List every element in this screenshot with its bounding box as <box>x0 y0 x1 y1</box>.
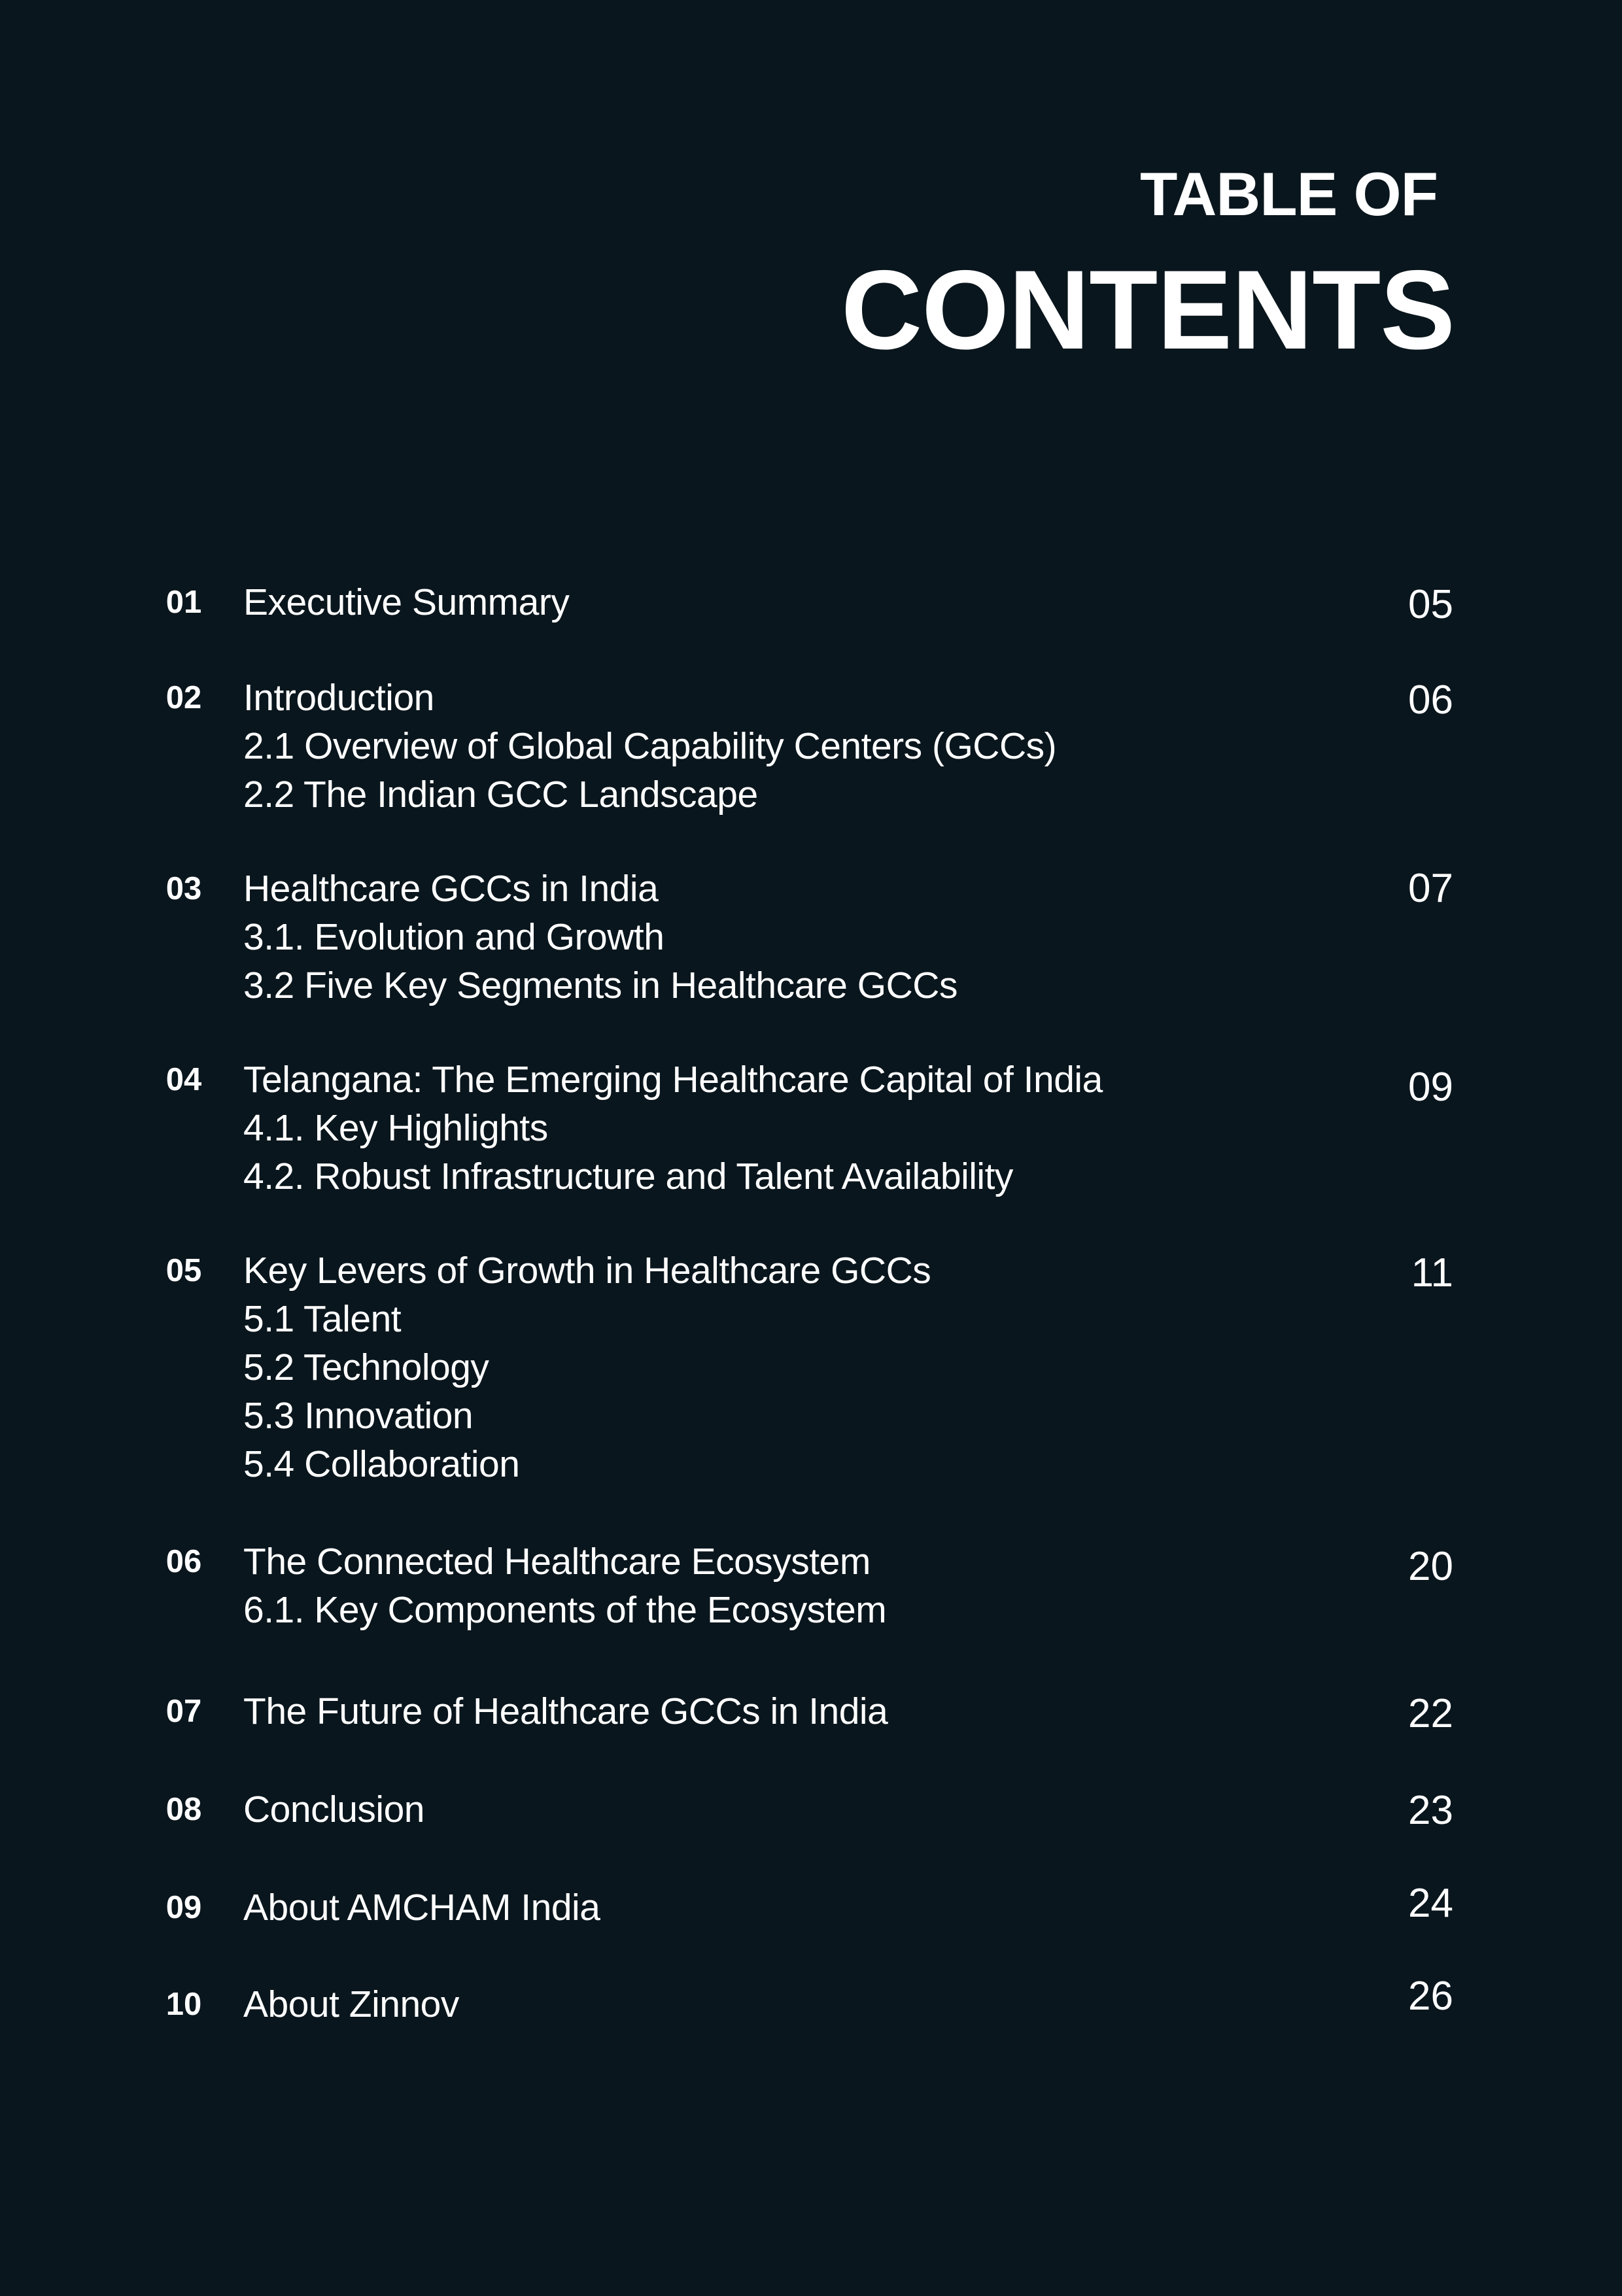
toc-subentry: 2.2 The Indian GCC Landscape <box>243 774 758 815</box>
toc-subentry: 5.1 Talent <box>243 1298 402 1340</box>
toc-entry-number: 08 <box>165 1792 202 1827</box>
toc-entry-page: 11 <box>1411 1250 1453 1295</box>
toc-entry-title: The Connected Healthcare Ecosystem <box>243 1541 871 1583</box>
toc-entry-number: 06 <box>165 1544 202 1579</box>
toc-entry-title: Telangana: The Emerging Healthcare Capital of India <box>243 1059 1103 1101</box>
toc-subentry: 5.4 Collaboration <box>243 1443 520 1485</box>
toc-entry-number: 10 <box>165 1987 202 2022</box>
toc-entry-number: 02 <box>165 680 202 715</box>
toc-subentry: 2.1 Overview of Global Capability Centers (GCCs) <box>243 725 1057 767</box>
toc-subentry: 3.1. Evolution and Growth <box>243 916 664 958</box>
toc-entry-page: 07 <box>1408 866 1453 911</box>
toc-entry-title: Healthcare GCCs in India <box>243 868 659 910</box>
heading-line-2: CONTENTS <box>841 247 1455 373</box>
toc-subentry: 5.3 Innovation <box>243 1395 474 1437</box>
toc-subentry: 5.2 Technology <box>243 1346 489 1388</box>
heading-line-1: TABLE OF <box>1140 160 1438 228</box>
toc-subentry: 3.2 Five Key Segments in Healthcare GCCs <box>243 965 958 1006</box>
toc-entry-page: 06 <box>1408 677 1453 723</box>
toc-entry-title: About AMCHAM India <box>243 1887 600 1928</box>
toc-entry-number: 07 <box>165 1694 202 1729</box>
toc-subentry: 4.1. Key Highlights <box>243 1107 548 1149</box>
toc-entry-page: 24 <box>1408 1881 1453 1926</box>
toc-entry-title: The Future of Healthcare GCCs in India <box>243 1690 888 1732</box>
toc-entry-page: 22 <box>1408 1691 1453 1736</box>
toc-subentry: 6.1. Key Components of the Ecosystem <box>243 1589 887 1631</box>
toc-entry-title: Key Levers of Growth in Healthcare GCCs <box>243 1250 931 1292</box>
toc-entry-number: 09 <box>165 1890 202 1925</box>
toc-entry-page: 23 <box>1408 1788 1453 1833</box>
toc-entry-title: Executive Summary <box>243 581 570 623</box>
toc-entry-page: 20 <box>1408 1544 1453 1589</box>
toc-entry-number: 05 <box>165 1253 202 1288</box>
toc-entry-number: 03 <box>165 871 202 906</box>
toc-entry-page: 05 <box>1408 582 1453 627</box>
toc-heading <box>841 160 1455 373</box>
toc-entry-title: Conclusion <box>243 1789 424 1830</box>
toc-entry-page: 26 <box>1408 1974 1453 2019</box>
toc-entry-title: Introduction <box>243 677 434 719</box>
toc-entry-number: 04 <box>165 1062 202 1097</box>
toc-subentry: 4.2. Robust Infrastructure and Talent Availability <box>243 1156 1013 1197</box>
toc-entry-number: 01 <box>165 585 202 620</box>
toc-entry-page: 09 <box>1408 1065 1453 1110</box>
toc-entry-title: About Zinnov <box>243 1983 459 2025</box>
